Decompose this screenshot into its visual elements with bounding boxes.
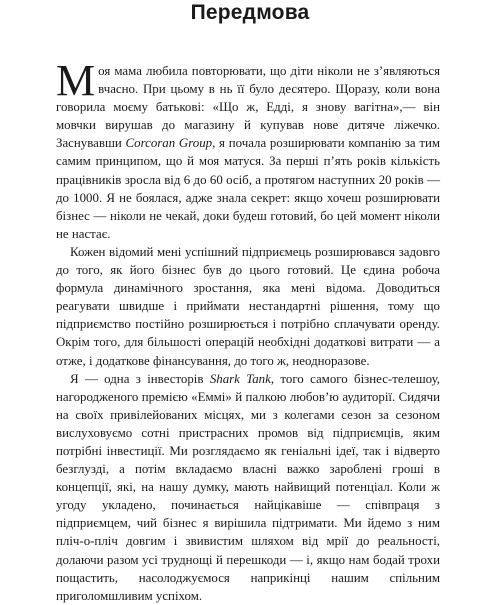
paragraph-2: Кожен відомий мені успішний підприємець розширювався задовго до того, як його бізнес був до цього готовий. Це єдина робоча формула динамічного зростання, яка мені відома. Доводиться реагувати швидше і приймати нестандартні рішення, тому що підприємство постійно розширюється і потрібно сплачувати оренду. Окрім того, для більшості операцій необхідні додаткові витрати — а отже, і додаткове фінансування, до того ж, неодноразове. bbox=[56, 244, 440, 368]
paragraph-3 bbox=[56, 370, 440, 605]
drop-cap: М bbox=[56, 56, 96, 105]
page-title: Передмова bbox=[190, 1, 310, 24]
company-name: Corcoran Group bbox=[125, 136, 213, 151]
show-name: Shark Tank bbox=[209, 371, 271, 386]
paragraph-1-text-b: , я почала розширювати компанію за тим самим принципом, що й моя матуся. За перші п’ять років кількість працівників зросла від 6 до 60 осіб, а протягом наступних 20 років — до 1000. Я не боялася, адже знала секрет: якщо хочеш розширювати бізнес — ніколи не чекай, доки будеш готовий, бо цей момент ніколи не настає. bbox=[56, 136, 441, 241]
paragraph-3-text-b: , того самого бізнес-телешоу, нагородженого премією «Еммі» й палкою любов’ю аудиторії. Сидячи на своїх привілейованих місцях, ми з колегами сезон за сезоном вислуховуємо сотні пристрасних промов від підприємців, яким потрібні інвестиції. Ми розглядаємо як геніальні ідеї, так і відверто безглузді, а потім вкладаємо власні важко зароблені гроші в концепції, які, на нашу думку, мають найвищий потенціал. Коли ж угоду укладено, починається найцікавіше — співпраця з підприємцем, чий бізнес я вирішила підтримати. Ми йдемо з ним пліч-о-пліч довгим і звивистим шляхом від мрії до реальності, долаючи разом усі труднощі й перешкоди — і, якщо нам бодай трохи пощастить, насолоджуємося наприкінці нашим спільним приголомшливим успіхом. bbox=[56, 371, 440, 603]
paragraph-3-text-a: Я — одна з інвесторів bbox=[70, 371, 210, 386]
body-text bbox=[56, 56, 441, 605]
paragraph-1 bbox=[56, 56, 441, 243]
paragraph-1-text-a: оя мама любила повторювати, що діти ніколи не з’являються вчасно. При цьому в нь її було десятеро. Щоразу, коли вона говорила моєму батькові: «Що ж, Едді, я знову вагітна»,— він мовчки вирушав до магазину й купував нове дитяче ліжечко. Заснувавши bbox=[56, 64, 440, 151]
